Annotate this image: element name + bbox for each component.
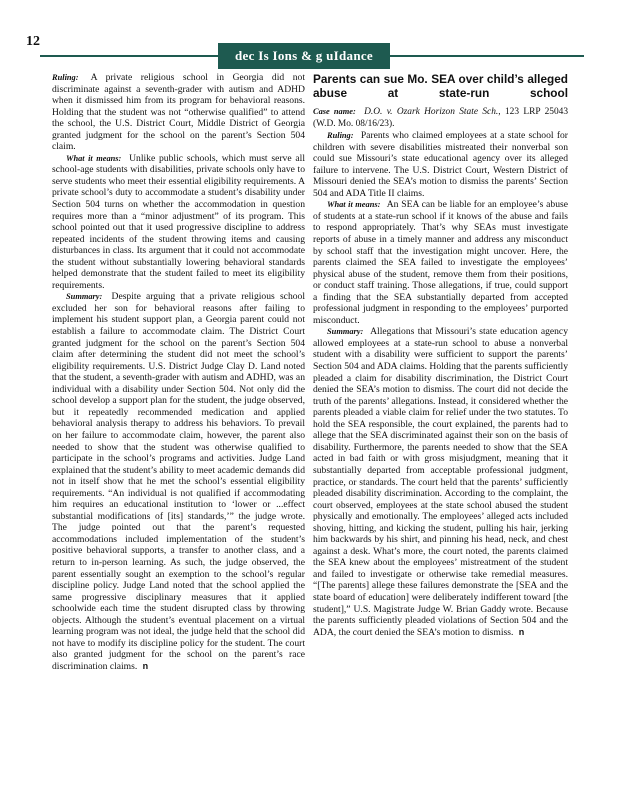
case-name-label: Case name:	[313, 107, 356, 116]
right-end-mark: n	[518, 626, 525, 637]
left-meaning-label: What it means:	[66, 153, 122, 163]
page-number: 12	[26, 34, 40, 49]
left-end-mark: n	[142, 660, 149, 671]
right-summary-label: Summary:	[327, 327, 364, 337]
right-ruling-text: Parents who claimed employees at a state school for children with severe disabilities mistreated their nonverbal son could sue Missouri’s state educational agency over its alleged failure to intervene. The U.S. District Court, Western District of Missouri denied the SEA’s motion to dismiss the parents’ Section 504 and ADA Title II claims.	[313, 130, 568, 199]
right-column	[313, 72, 568, 638]
left-summary-label: Summary:	[66, 292, 103, 302]
right-ruling-paragraph	[313, 130, 568, 199]
case-citation: , 123 LRP 25043 (W.D. Mo. 08/16/23).	[313, 107, 569, 129]
right-meaning-text: An SEA can be liable for an employee’s abuse of students at a state-run school if it knows of the abuse and fails to respond appropriately. That’s why SEAs must investigate reports of abuse in a timely manner and address any misconduct by school staff that the investigation might uncover. Here, the parents claimed the SEA failed to investigate the employees’ physical abuse of the student, remove them from their positions, or conduct staff training. Those allegations, if true, could support a finding that the SEA substantially departed from accepted professional judgment in responding to the employees’ purported misconduct.	[313, 199, 568, 326]
right-meaning-label: What it means:	[327, 200, 381, 210]
right-summary-paragraph	[313, 326, 568, 638]
left-meaning-paragraph	[52, 153, 305, 292]
left-summary-text: Despite arguing that a private religious school excluded her son for behavioral reasons after failing to implement his student support plan, a Georgia parent could not establish a failure to accommodate claim. The District Court granted judgment for the school on the parent’s Section 504 claim after determining the student did not meet the school’s eligibility requirements. U.S. District Judge Clay D. Land noted that the student, a seventh-grader with autism and ADHD, was an individual with a disability under Section 504. Not only did the school develop a support plan for the student, the judge observed, but it repeatedly recommended medication and applied behavioral analysis therapy to address his behaviors. To prevail on her failure to accommodate claim, however, the parent also needed to show that the student was otherwise qualified to participate in the school’s programs and activities. Judge Land explained that the student’s ability to meet academic demands did not in itself show that he met the school’s essential eligibility requirements. “An individual is not qualified if accommodating him requires an educational institution to ‘lower or ...effect substantial modifications of [its] standards,’” the judge wrote. The judge pointed out that the parent’s requested accommodations included implementation of the student’s positive behavioral supports, a transfer to another class, and a return to in-person learning. As such, the judge observed, the parent essentially sought an exemption to the school’s regular discipline policy. Judge Land noted that the school applied the same progressive disciplinary measures that it applied schoolwide each time the student disrupted class by throwing objects. Although the student’s eventual placement on a virtual learning program was not ideal, the judge held that the school did not have to modify its discipline policy for the student. The court also granted judgment for the school on the parent’s race discrimination claims.	[52, 291, 306, 672]
case-citation-paragraph	[313, 106, 568, 130]
left-summary-paragraph	[52, 291, 305, 672]
right-ruling-label: Ruling:	[327, 131, 354, 141]
left-ruling-paragraph	[52, 72, 305, 153]
right-summary-text: Allegations that Missouri’s state education agency allowed employees at a state-run school to abuse a nonverbal student with a disability were sufficient to support the parents’ Section 504 and ADA claims. Holding that the parents sufficiently pleaded a claim for disability discrimination, the District Court denied the SEA’s motion to dismiss. The court did not decide the truth of the parents’ allegations. Instead, it considered whether the parents pleaded a viable claim for relief under the two statutes. To hold the SEA responsible, the court explained, the parents had to allege that the SEA discriminated against their son on the basis of disability. Furthermore, the parents needed to show that the SEA acted in bad faith or with gross misjudgment, meaning that it substantially departed from acceptable professional judgment, practice, or standards. The court held that the parents’ sufficiently pleaded disability discrimination. According to the complaint, the court observed, employees at the state school abused the student physically and emotionally. The employees’ alleged acts included shoving, hitting, and kicking the student, pulling his hair, jerking him backwards by his shirt, and pinning his head, neck, and chest against a desk. What’s more, the court noted, the parents claimed the SEA knew about the employees’ mistreatment of the student and failed to investigate or otherwise take remedial measures. “[The parents] allege these failures demonstrate the [SEA and the state board of education] were deliberately indifferent toward [the student],” U.S. Magistrate Judge W. Brian Gaddy wrote. Because the parents sufficiently pleaded violations of Section 504 and the ADA, the court denied the SEA’s motion to dismiss.	[313, 326, 568, 638]
article-title: Parents can sue Mo. SEA over child’s alleged abuse at state-run school	[313, 72, 568, 100]
left-meaning-text: Unlike public schools, which must serve all school-age students with disabilities, private schools only have to serve students who meet their essential eligibility requirements. A private school’s duty to accommodate a student’s disability under Section 504 turns on whether the accommodation in question requires more than a “minor adjustment” of its program. This school pointed out that it used progressive discipline to address repeated incidents of the student throwing items and causing disturbances in class. Its argument that it could not accommodate the student without substantially lowering behavioral standards helped demonstrate that the student failed to meet its eligibility requirements.	[52, 152, 305, 291]
section-title: dec Is Ions & g uIdance	[218, 43, 390, 69]
left-ruling-label: Ruling:	[52, 73, 79, 82]
left-column	[52, 72, 305, 672]
left-ruling-text: A private religious school in Georgia did not discriminate against a seventh-grader with autism and ADHD when it dismissed him from its program for behavioral reasons. Holding that the student was not “otherwise qualified” to attend the school, the U.S. District Court, Middle District of Georgia granted judgment for the school on the parent’s Section 504 claim.	[52, 72, 305, 153]
right-meaning-paragraph	[313, 199, 568, 326]
case-name: D.O. v. Ozark Horizon State Sch.	[364, 107, 499, 117]
